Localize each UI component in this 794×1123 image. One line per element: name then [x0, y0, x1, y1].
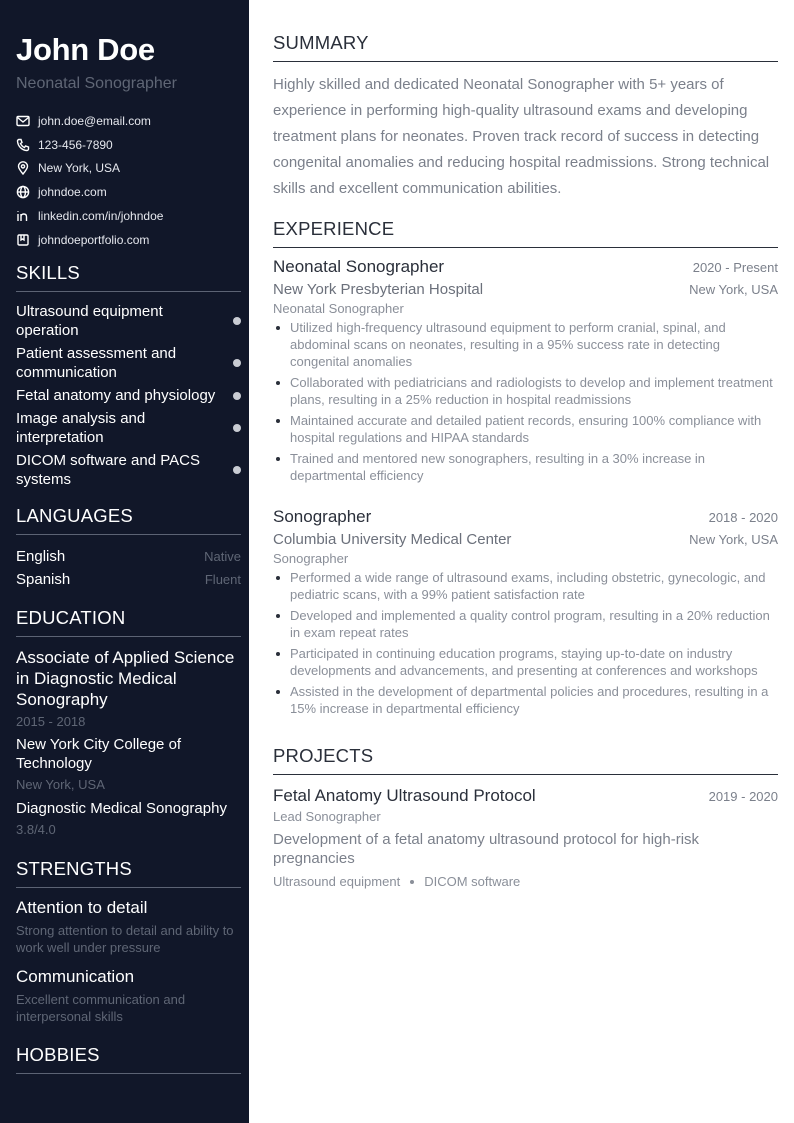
language-item — [16, 568, 241, 591]
projects-heading: PROJECTS — [273, 745, 778, 775]
experience-heading: EXPERIENCE — [273, 218, 778, 248]
education-location: New York, USA — [16, 777, 105, 792]
summary-heading: SUMMARY — [273, 32, 778, 62]
portfolio-icon — [16, 233, 30, 247]
job-dates: 2018 - 2020 — [708, 510, 778, 525]
education-gpa: 3.8/4.0 — [16, 822, 56, 837]
job-title: Sonographer — [273, 507, 372, 526]
job-bullet: Trained and mentored new sonographers, resulting in a 30% increase in departmental efficiency — [273, 450, 778, 484]
job-bullet: Performed a wide range of ultrasound exams, including obstetric, gynecologic, and pediatric scans, with a 99% patient satisfaction rate — [273, 569, 778, 603]
job-location: New York, USA — [689, 532, 778, 547]
project-tags — [273, 874, 778, 889]
education-school: New York City College of Technology — [16, 736, 182, 772]
candidate-title: Neonatal Sonographer — [16, 75, 178, 92]
job-bullet: Developed and implemented a quality control program, resulting in a 20% reduction in exam repeat rates — [273, 607, 778, 641]
skill-item — [16, 451, 241, 489]
skills-heading: SKILLS — [16, 262, 241, 292]
contact-linkedin-text: linkedin.com/in/johndoe — [38, 209, 164, 224]
hobbies-heading: HOBBIES — [16, 1044, 241, 1074]
contact-website-text: johndoe.com — [38, 185, 107, 200]
contact-website[interactable] — [16, 180, 241, 204]
contact-phone-text: 123-456-7890 — [38, 137, 113, 152]
education-years: 2015 - 2018 — [16, 714, 86, 729]
skill-level-dot — [233, 317, 241, 325]
candidate-name: John Doe — [16, 32, 155, 67]
job-company: Columbia University Medical Center — [273, 531, 512, 548]
skill-level-dot — [233, 424, 241, 432]
strengths-list — [16, 897, 241, 1035]
language-level: Fluent — [204, 572, 241, 587]
job-role: Sonographer — [273, 551, 349, 566]
skill-item — [16, 302, 241, 340]
experience-entry — [273, 257, 778, 488]
education-heading: EDUCATION — [16, 607, 241, 637]
strength-title: Attention to detail — [16, 898, 148, 917]
contact-portfolio[interactable] — [16, 228, 241, 252]
contact-location — [16, 157, 241, 181]
contact-list — [16, 109, 241, 252]
location-icon — [16, 161, 30, 175]
languages-list — [16, 545, 241, 591]
education-entry — [16, 647, 241, 843]
project-entry — [273, 786, 778, 889]
contact-email-text: john.doe@email.com — [38, 113, 151, 128]
skill-name: Patient assessment and communication — [16, 345, 177, 381]
tag-separator-dot — [410, 880, 414, 884]
skill-level-dot — [233, 466, 241, 474]
strength-description: Excellent communication and interpersonal skills — [16, 992, 186, 1024]
skill-name: Image analysis and interpretation — [16, 410, 146, 446]
education-degree: Associate of Applied Science in Diagnostic Medical Sonography — [16, 648, 235, 709]
skill-name: Fetal anatomy and physiology — [16, 387, 216, 404]
skill-name: Ultrasound equipment operation — [16, 303, 163, 339]
skill-item — [16, 386, 241, 405]
project-role: Lead Sonographer — [273, 809, 381, 824]
strength-description: Strong attention to detail and ability to work well under pressure — [16, 923, 234, 955]
project-dates: 2019 - 2020 — [708, 789, 778, 804]
language-level: Native — [204, 549, 241, 564]
job-bullets — [273, 319, 778, 484]
language-name: English — [16, 548, 66, 565]
job-bullet: Maintained accurate and detailed patient records, ensuring 100% compliance with hospital regulations and HIPAA standards — [273, 412, 778, 446]
language-name: Spanish — [16, 571, 71, 588]
job-location: New York, USA — [689, 282, 778, 297]
phone-icon — [16, 138, 30, 152]
job-title: Neonatal Sonographer — [273, 257, 445, 276]
project-tag: DICOM software — [424, 874, 521, 889]
contact-location-text: New York, USA — [38, 161, 121, 176]
globe-icon — [16, 185, 30, 199]
skill-item — [16, 409, 241, 447]
job-role: Neonatal Sonographer — [273, 301, 404, 316]
project-title: Fetal Anatomy Ultrasound Protocol — [273, 786, 536, 805]
experience-entry — [273, 507, 778, 721]
skill-level-dot — [233, 392, 241, 400]
contact-phone[interactable] — [16, 133, 241, 157]
project-description: Development of a fetal anatomy ultrasound protocol for high-risk pregnancies — [273, 831, 700, 867]
skill-item — [16, 344, 241, 382]
strength-title: Communication — [16, 967, 135, 986]
job-company: New York Presbyterian Hospital — [273, 281, 484, 298]
project-tag: Ultrasound equipment — [273, 874, 401, 889]
job-bullet: Utilized high-frequency ultrasound equipment to perform cranial, spinal, and abdominal scans on neonates, resulting in a 95% success rate in detecting congenital anomalies — [273, 319, 778, 370]
strengths-heading: STRENGTHS — [16, 858, 241, 888]
sidebar — [0, 0, 249, 1123]
contact-email[interactable] — [16, 109, 241, 133]
job-bullet: Collaborated with pediatricians and radiologists to develop and implement treatment plans, resulting in a 25% reduction in hospital readmissions — [273, 374, 778, 408]
contact-linkedin[interactable] — [16, 204, 241, 228]
languages-heading: LANGUAGES — [16, 505, 241, 535]
contact-portfolio-text: johndoeportfolio.com — [38, 232, 150, 247]
email-icon — [16, 114, 30, 128]
job-bullet: Participated in continuing education programs, staying up-to-date on industry developments and advancements, and presenting at conferences and workshops — [273, 645, 778, 679]
linkedin-icon — [16, 209, 30, 223]
skill-name: DICOM software and PACS systems — [16, 452, 200, 488]
language-item — [16, 545, 241, 568]
education-field: Diagnostic Medical Sonography — [16, 800, 227, 817]
skills-list — [16, 302, 241, 493]
job-dates: 2020 - Present — [692, 260, 778, 275]
job-bullets — [273, 569, 778, 717]
job-bullet: Assisted in the development of departmental policies and procedures, resulting in a 15% increase in departmental efficiency — [273, 683, 778, 717]
skill-level-dot — [233, 359, 241, 367]
summary-text: Highly skilled and dedicated Neonatal Sonographer with 5+ years of experience in performing high-quality ultrasound exams and developing treatment plans for neonates. Proven track record of success in detecting congenital anomalies and reducing hospital readmissions. Strong technical skills and excellent communication abilities. — [273, 76, 770, 197]
